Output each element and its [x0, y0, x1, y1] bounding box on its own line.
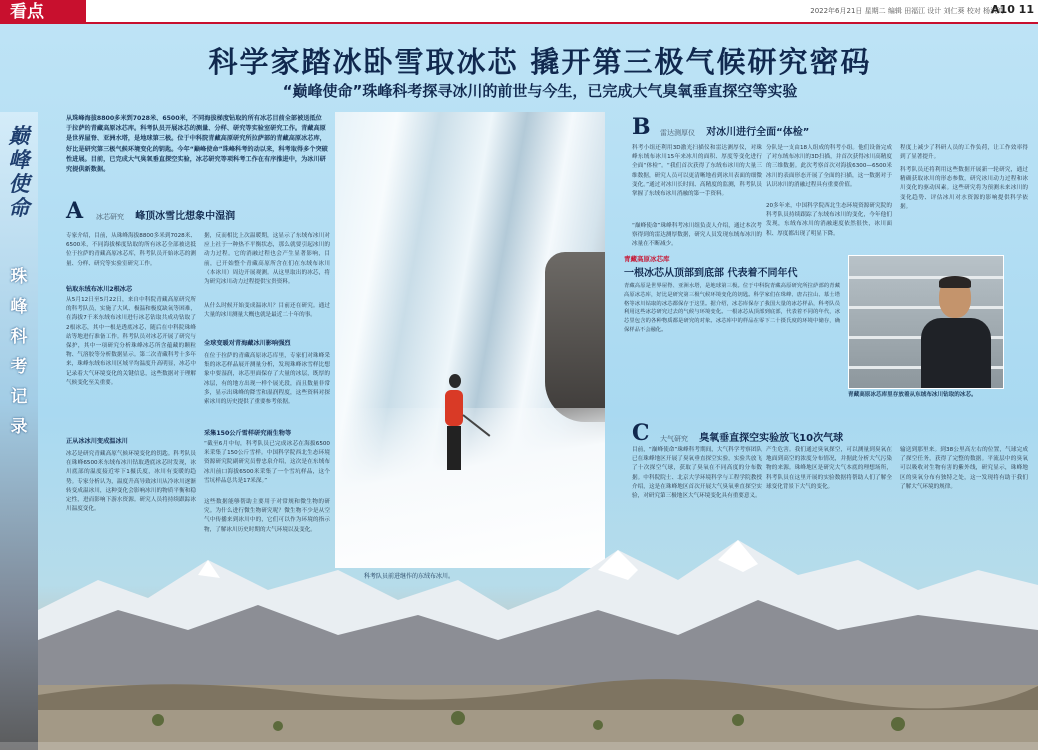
section-b-title: 对冰川进行全面“体检”: [706, 127, 810, 138]
section-a-subhead-1: 钻取东绒布冰川2根冰芯: [66, 286, 133, 293]
sidebar-kicker: 青藏高原冰芯库: [624, 255, 670, 263]
issue-meta: 2022年6月21日 星期二 编辑 田福江 设计 刘仁葵 校对 杨洪鸿: [810, 7, 1004, 15]
vertical-series-subtitle: 珠峰科考记录: [10, 267, 28, 437]
section-b-letter: B: [632, 114, 651, 140]
section-a-kicker: 冰芯研究: [96, 213, 124, 221]
lab-photo-caption: 青藏高原冰芯库里存放着从东绒布冰川钻取的冰芯。: [848, 392, 977, 398]
sidebar-title: 一根冰芯从顶部到底部 代表着不同年代: [624, 268, 798, 279]
top-bar: [0, 0, 1038, 24]
section-c-col1: 目前，“巅峰使命”珠峰科考期间，大气科学考察团队已在珠峰地区开展了臭氧垂直探空实验，实验共放飞了十次探空气球，获取了臭氧在不同高度的分布数据。中科院院士、北京大学环境科学与工程学院教授介绍，这是在珠峰地区首次开展大气臭氧垂直探空实验，对研究第三极地区大气环境变化具有重要意义。: [632, 447, 762, 500]
section-b-col2-p1: 分队是一支由18人组成的科考小组。他们设备完成了对东绒布冰川的3D扫描，并首次获得冰川高精度的三维数据。此次考察首次对海拔6300—6500米冰川的表面形态开展了全面的扫描，这一数据对于认识冰川的消融过程具有重要价值。: [766, 145, 892, 188]
section-a-col1-p1: 专家介绍，目前，从珠峰海拔8800多米到7028米、6500米，不同海拔梯度钻取的所有冰芯全部被送抵位于拉萨的青藏高原冰芯库，科考队员开始冰芯的测量、分样、研究等实验室研究工作。: [66, 233, 196, 267]
section-b-col1-p2: “巅峰使命”珠峰科考冰川组负责人介绍，通过本次考察得到的雷达测厚数据，研究人员发现东绒布冰川的冰量在不断减少。: [632, 223, 762, 248]
glacier-photo: [335, 112, 605, 568]
section-a-col1-p2: 从5月12日至5月22日，来自中科院青藏高原研究所的科考队员，实施了大风、极温和极度缺氧等困难，在海拔7千米东绒布冰川进行冰芯钻取共成功钻取了2根冰芯，其中一根是透底冰芯，随后在中科院珠峰站等地进行准备工作。科考队员对冰芯开展了研究与保护，其中一项研究分析珠峰冰芯所含蕴藏的颗粒物、气溶胶等分析数据显示。第二次青藏科考十多年来，珠峰东绒布冰川区域平均温度升高明显，冰芯中记录着大气环境变化的关键信息，这些数据对于理解气候变化至关重要。: [66, 297, 196, 386]
section-a-col2-p2: 从什么时候开始变成温冰川？目前还在研究。通过大量的冰川测量大概也就是最近二十年的事。: [204, 303, 330, 319]
section-tag: 看点: [0, 0, 86, 24]
section-a-col2-p3: 在位于拉萨的青藏高原冰芯库里，专家们对珠峰采集的冰芯样品展开测量分析，发现珠峰冰雪样比想象中要湿润，冰芯里面保存了大量的冰层，既厚的冰层，有的地方出现一样个展光段，而且数量非常多，显示出珠峰的降雪和湿润程度，这些资料对探索冰川的历史提供了重要参考依据。: [204, 353, 330, 406]
climber-red-jacket: [445, 390, 463, 426]
section-c-letter: C: [632, 420, 650, 446]
sidebar-body: 青藏高原是世界屋脊、亚洲水塔，是地球第三极。位于中科院青藏高原研究所拉萨部的青藏高原冰芯库，好比是研究第三极气候环境变化的钥匙。科学家们在珠峰、唐古拉山、慕士塔格等冰川钻取的冰芯都保存于这里。据介绍，冰芯库保存了我国大量的冰芯样品，科考队员利用这些冰芯研究过去的气候与环境变化。一根冰芯从顶部到底部，代表着不同的年代，冰芯里包含的各种物质都是研究的对象。冰芯库中的样品在零下二十摄氏度的环境中储存，确保样品不会融化。: [624, 283, 840, 333]
rock-outcrop: [545, 252, 605, 422]
section-b-heading: [660, 123, 809, 138]
headline: 科学家踏冰卧雪取冰芯 撬开第三极气候研究密码: [208, 45, 872, 79]
section-a-subhead-4: 采集150公斤雪样研究雨生物等: [204, 430, 292, 437]
climber-figure: [443, 374, 465, 472]
ice-core-lab-photo: [848, 255, 1004, 389]
mountain-panorama: [38, 520, 1038, 750]
section-a-subhead-2: 正从冰冰川变成温冰川: [66, 438, 128, 445]
intro-paragraph: 从珠峰海拔8800多米到7028米、6500米，不同海拔梯度钻取的所有冰芯目前全部被送抵位于拉萨的青藏高原冰芯库。科考队员开展冰芯的测量、分样、研究等实验室研究工作。青藏高原是世界屋脊、亚洲水塔，是地球第三极。位于中科院青藏高原研究所拉萨部的青藏高原冰芯库，好比是研究第三极气候环境变化的钥匙。今年“巅峰使命”珠峰科考的动以来，科考取得多个突破性进展。目前，已完成大气臭氧垂直探空实验，冰芯研究等项科考工作在有序推进中，为冰川研究提供新数据。: [66, 115, 328, 174]
glacier-photo-caption: 科考队员前进继作的东绒布冰川。: [364, 573, 455, 580]
section-a-title: 峰顶冰雪比想象中湿润: [135, 211, 236, 222]
section-c-col3: 输送到那里来。到38公里高左右的位置，气球完成了探空任务，获得了完整的数据。平流层中的臭氧可以吸收对生物有害的紫外线，研究显示，珠峰地区的臭氧分布有独特之处，这一发现将有助于我们了解大气环境的规律。: [900, 447, 1028, 490]
section-a-letter: A: [66, 198, 84, 224]
section-c-heading: [660, 429, 843, 444]
section-a-col2-p1: 据，反而相比上次温暖期，这显示了东绒布冰川对应上社于一种热不平衡状态，那么就要引起冰川的动力过程。它的消融过程也会产生显著影响，目前，已开始整个青藏高原所含在们在东绒布冰川（本冰川）周边开展观测。从这里取出的冰芯，将为研究冰川动力过程提供宝贵资料。: [204, 233, 330, 286]
climber-legs: [447, 426, 461, 470]
subheadline: “巅峰使命”珠峰科考探寻冰川的前世与今生，已完成大气臭氧垂直探空等实验: [282, 82, 798, 100]
section-b-col2-p2: 20多年来，中国科学院西北生态环境资源研究院的科考队员持续跟踪了东绒布冰川的变化，今年他们发现，东绒布冰川的消融速度依然很快，冰川面积、厚度都出现了明显下降。: [766, 203, 892, 237]
section-b-kicker: 雷达测厚仪: [660, 129, 695, 137]
page-footer-band: [0, 742, 1038, 750]
researcher-jacket: [921, 318, 991, 389]
section-b-col1-p1: 科考小组还利用3D激光扫描仪和雷达测厚仪，对珠峰东绒布冰川15年来冰川的面积、厚度等变化进行全面“体检”。“我们首次获得了东绒布冰川的大量三维数据，研究人员可以更清晰地看到冰川表面的细微变化。”通过对冰川长时间、高精度的监测，科考队员掌握了东绒布冰川消融的第一手资料。: [632, 145, 762, 198]
section-a-heading: [96, 207, 235, 222]
section-c-kicker: 大气研究: [660, 435, 688, 443]
section-a-col2-p4: “截至6月中旬，科考队员已完成冰芯在海拔6500米采集了150公斤雪样。中国科学院西北生态环境资源研究院副研究员曹忠泉介绍，这次是在东绒布冰川前口海拔6500米采集了一个雪坑样品，这个雪坑样品总共是17米深。”: [204, 441, 330, 484]
section-b-col3-p1: 程度上减少了科研人员的工作负荷，让工作效率得到了显著提升。: [900, 145, 1028, 161]
snow-caps: [198, 540, 758, 580]
section-c-col2: 产生危害。我们通过臭氧探空，可以测量到臭氧在地面到高空的浓度分布情况，并据此分析大气污染物的来源。珠峰地区是研究大气本底的理想场所，科考队员在这里开展的实验数据将帮助人们了解全球变化背景下大气的变化。: [766, 447, 892, 490]
researcher-hair: [939, 276, 971, 288]
section-c-title: 臭氧垂直探空实验放飞10次气球: [699, 433, 844, 444]
section-a-col1-p3: 冰芯是研究青藏高原气候环境变化的钥匙。科考队员在珠峰6500米东绒布冰川钻取透底冰芯时发现，冰川底部的温度接近零下1摄氏度，冰川有变暖的趋势。专家分析认为，温度升高导致冰川从冷冰川逐渐转变成温冰川，这种变化会影响冰川的物质平衡和稳定性，进而影响下游水资源。研究人员将持续跟踪冰川温度变化。: [66, 451, 196, 513]
section-b-col3-p2: 科考队员还将利用这些数据开展新一轮研究，通过精确获取冰川的形态参数，研究冰川动力过程和冰川变化的驱动因素。这些研究将为预测未来冰川的变化趋势、评估冰川对水资源的影响提供科学依据。: [900, 167, 1028, 210]
section-a-subhead-3: 全球变暖对青海藏冰川影响强烈: [204, 340, 291, 347]
vertical-series-title: 巅峰使命: [8, 123, 30, 220]
researcher-figure: [921, 278, 991, 389]
climber-head: [449, 374, 461, 388]
section-a-col2-p5: 这些数据能够帮助主要用于对常规和微生物的研究。为什么进行微生物研究呢？微生物不少是从空气中传播来到冰川中的，它们可以作为环境的指示物，了解冰川历史时期的大气环境以及变化。: [204, 499, 330, 533]
page-number: A10 11: [991, 3, 1034, 16]
